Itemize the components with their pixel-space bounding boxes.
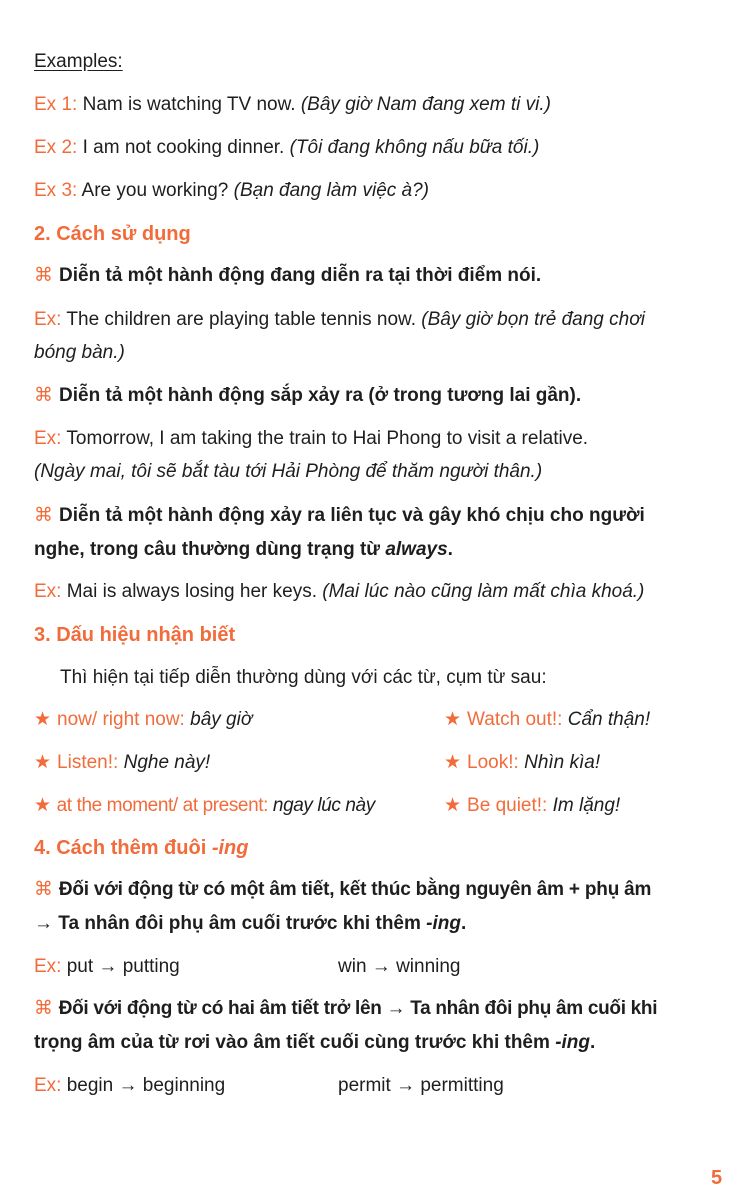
ing-example-1: [34, 953, 180, 981]
section-heading-signs: 3. Dấu hiệu nhận biết: [34, 624, 236, 646]
command-symbol-icon: ⌘: [34, 265, 53, 286]
signs-intro: Thì hiện tại tiếp diễn thường dùng với các từ, cụm từ sau:: [60, 667, 547, 688]
example-vietnamese: (Bây giờ bọn trẻ đang chơi: [421, 309, 645, 330]
usage-example-2: [34, 425, 588, 453]
section-heading-usage: 2. Cách sử dụng: [34, 223, 191, 245]
example-3: [34, 177, 429, 205]
rule-line: Đối với động từ có hai âm tiết trở lên → Ta nhân đôi phụ âm cuối khi: [58, 998, 658, 1019]
example-english: Nam is watching TV now.: [82, 94, 296, 115]
sign-item: [34, 706, 252, 734]
sign-vietnamese: Cẩn thận!: [567, 709, 651, 730]
usage-rule-3-cont: [34, 536, 453, 564]
sign-item: [444, 706, 650, 734]
example-vietnamese: (Bạn đang làm việc à?): [233, 180, 430, 201]
rule-period: .: [590, 1032, 596, 1053]
sign-english: at the moment/ at present:: [56, 795, 269, 816]
examples-label: Examples:: [34, 51, 123, 72]
heading-suffix: -ing: [211, 837, 249, 859]
rule-title-cont: nghe, trong câu thường dùng trạng từ: [34, 539, 381, 560]
command-symbol-icon: ⌘: [34, 505, 53, 526]
example-label: Ex:: [34, 1075, 62, 1096]
example-english: Tomorrow, I am taking the train to Hai Phong to visit a relative.: [66, 428, 589, 449]
rule-line: Đối với động từ có một âm tiết, kết thúc bằng nguyên âm + phụ âm: [58, 879, 652, 900]
usage-example-2-vietnamese: (Ngày mai, tôi sẽ bắt tàu tới Hải Phòng để thăm người thân.): [34, 461, 543, 482]
command-symbol-icon: ⌘: [34, 998, 53, 1019]
star-icon: ★: [444, 752, 462, 773]
example-label: Ex 3:: [34, 180, 78, 201]
sign-vietnamese: bây giờ: [190, 709, 253, 730]
page-number: 5: [711, 1167, 723, 1189]
rule-title: Diễn tả một hành động xảy ra liên tục và gây khó chịu cho người: [59, 505, 645, 526]
sign-vietnamese: Nhìn kìa!: [524, 752, 601, 773]
rule-suffix: -ing: [426, 913, 461, 934]
example-english: Are you working?: [81, 180, 229, 201]
usage-rule-2: [34, 382, 581, 410]
section-heading-ing: [34, 834, 248, 862]
example-pair: put → putting: [66, 956, 180, 977]
example-label: Ex 1:: [34, 94, 78, 115]
sign-vietnamese: ngay lúc này: [272, 795, 375, 816]
rule-title: Diễn tả một hành động đang diễn ra tại thời điểm nói.: [59, 265, 542, 286]
example-english: I am not cooking dinner.: [82, 137, 285, 158]
usage-example-3: [34, 578, 644, 606]
ing-example-1b: win → winning: [338, 956, 461, 977]
star-icon: ★: [34, 752, 52, 773]
command-symbol-icon: ⌘: [34, 385, 53, 406]
rule-period: .: [461, 913, 467, 934]
sign-vietnamese: Nghe này!: [123, 752, 211, 773]
example-vietnamese: (Tôi đang không nấu bữa tối.): [289, 137, 540, 158]
star-icon: ★: [444, 709, 462, 730]
command-symbol-icon: ⌘: [34, 879, 53, 900]
example-label: Ex 2:: [34, 137, 78, 158]
example-2: [34, 134, 539, 162]
example-1: [34, 91, 551, 119]
ing-example-2: [34, 1072, 225, 1100]
example-vietnamese: (Mai lúc nào cũng làm mất chìa khoá.): [322, 581, 645, 602]
ing-example-2b: permit → permitting: [338, 1075, 504, 1096]
sign-english: Look!:: [467, 752, 519, 773]
sign-item: [34, 792, 375, 820]
ing-rule-1: [34, 876, 651, 904]
sign-item: [34, 749, 210, 777]
rule-line: trọng âm của từ rơi vào âm tiết cuối cùng trước khi thêm: [34, 1032, 556, 1053]
sign-item: [444, 749, 600, 777]
rule-line: → Ta nhân đôi phụ âm cuối trước khi thêm: [34, 913, 427, 934]
ing-rule-1-cont: [34, 910, 466, 938]
usage-example-1: [34, 306, 645, 334]
star-icon: ★: [34, 795, 51, 816]
example-label: Ex:: [34, 956, 62, 977]
sign-item: [444, 792, 620, 820]
sign-english: Watch out!:: [467, 709, 563, 730]
sign-english: Be quiet!:: [467, 795, 548, 816]
rule-title: Diễn tả một hành động sắp xảy ra (ở trong tương lai gần).: [59, 385, 582, 406]
usage-example-1-cont: bóng bàn.): [34, 342, 125, 363]
usage-rule-1: [34, 262, 541, 290]
star-icon: ★: [444, 795, 462, 816]
rule-keyword: always: [385, 539, 448, 560]
heading-text: 4. Cách thêm đuôi: [34, 837, 212, 859]
example-label: Ex:: [34, 309, 62, 330]
sign-vietnamese: Im lặng!: [552, 795, 621, 816]
rule-period: .: [447, 539, 453, 560]
star-icon: ★: [34, 709, 52, 730]
example-english: Mai is always losing her keys.: [66, 581, 317, 602]
example-english: The children are playing table tennis now.: [66, 309, 416, 330]
usage-rule-3: [34, 502, 645, 530]
sign-english: now/ right now:: [57, 709, 185, 730]
example-vietnamese: (Bây giờ Nam đang xem ti vi.): [300, 94, 551, 115]
sign-english: Listen!:: [57, 752, 119, 773]
ing-rule-2-cont: [34, 1029, 595, 1057]
example-label: Ex:: [34, 428, 62, 449]
example-pair: begin → beginning: [66, 1075, 226, 1096]
example-label: Ex:: [34, 581, 62, 602]
rule-suffix: -ing: [555, 1032, 591, 1053]
ing-rule-2: [34, 995, 657, 1023]
